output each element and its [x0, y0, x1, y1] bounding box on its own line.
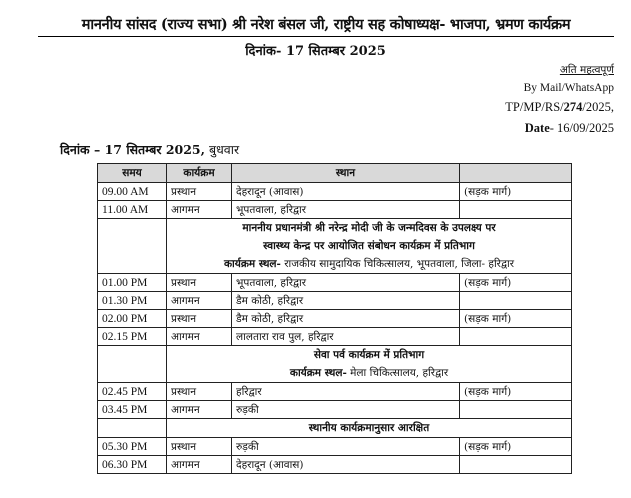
schedule-day — [60, 141, 239, 158]
header-mode — [460, 164, 572, 183]
schedule-date: दिनांक – 17 सितम्बर 2025, — [60, 142, 205, 157]
program-cell: प्रस्थान — [167, 438, 232, 456]
event-line: स्थानीय कार्यक्रमानुसार आरक्षित — [308, 422, 430, 434]
issue-date-value: - 16/09/2025 — [549, 121, 614, 135]
place-cell: रुड़की — [232, 438, 460, 456]
mode-cell: (सड़क मार्ग) — [460, 274, 572, 292]
program-cell: प्रस्थान — [167, 383, 232, 401]
delivery-mode: By Mail/WhatsApp — [523, 82, 614, 94]
time-cell: 02.15 PM — [98, 328, 167, 346]
place-cell: रुड़की — [232, 401, 460, 419]
event-line: स्वास्थ्य केन्द्र पर आयोजित संबोधन कार्यक्रम में प्रतिभाग — [263, 240, 475, 252]
venue-name: राजकीय सामुदायिक चिकित्सालय, भूपतवाला, जिला- हरिद्वार — [280, 258, 515, 270]
time-cell: 01.30 PM — [98, 292, 167, 310]
document-date: दिनांक- 17 सितम्बर 2025 — [245, 44, 386, 59]
header-time: समय — [98, 164, 167, 183]
time-cell: 03.45 PM — [98, 401, 167, 419]
mode-cell — [460, 401, 572, 419]
table-row — [98, 201, 572, 219]
ref-suffix: /2025, — [582, 100, 614, 114]
table-header-row — [98, 164, 572, 183]
mode-cell — [460, 456, 572, 474]
place-cell: डैम कोठी, हरिद्वार — [232, 310, 460, 328]
reference-number — [505, 100, 614, 115]
program-cell: प्रस्थान — [167, 310, 232, 328]
program-cell: आगमन — [167, 456, 232, 474]
place-cell: भूपतवाला, हरिद्वार — [232, 274, 460, 292]
event-cell — [167, 346, 572, 383]
event-venue — [171, 255, 567, 273]
table-row — [98, 183, 572, 201]
place-cell: देहरादून (आवास) — [232, 183, 460, 201]
place-cell: भूपतवाला, हरिद्वार — [232, 201, 460, 219]
time-cell: 06.30 PM — [98, 456, 167, 474]
ref-num: 274 — [563, 100, 583, 114]
time-cell: 01.00 PM — [98, 274, 167, 292]
event-row — [98, 346, 572, 383]
issue-date — [525, 121, 614, 136]
time-cell: 02.00 PM — [98, 310, 167, 328]
place-cell: लालतारा राव पुल, हरिद्वार — [232, 328, 460, 346]
program-cell: प्रस्थान — [167, 274, 232, 292]
venue-name: मेला चिकित्सालय, हरिद्वार — [346, 367, 449, 379]
program-cell: आगमन — [167, 201, 232, 219]
mode-cell: (सड़क मार्ग) — [460, 183, 572, 201]
empty-cell — [98, 219, 167, 274]
table-row — [98, 383, 572, 401]
program-cell: आगमन — [167, 292, 232, 310]
mode-cell — [460, 328, 572, 346]
mode-cell: (सड़क मार्ग) — [460, 310, 572, 328]
place-cell: देहरादून (आवास) — [232, 456, 460, 474]
time-cell: 05.30 PM — [98, 438, 167, 456]
schedule-table — [97, 163, 572, 474]
header-place: स्थान — [232, 164, 460, 183]
empty-cell — [98, 346, 167, 383]
document-title: माननीय सांसद (राज्य सभा) श्री नरेश बंसल जी, राष्ट्रीय सह कोषाध्यक्ष- भाजपा, भ्रमण कार्यक्रम — [38, 14, 614, 37]
place-cell: हरिद्वार — [232, 383, 460, 401]
priority-label: अति महत्वपूर्ण — [559, 64, 614, 76]
event-line: माननीय प्रधानमंत्री श्री नरेन्द्र मोदी जी के जन्मदिवस के उपलक्ष्य पर — [242, 222, 496, 234]
mode-cell: (सड़क मार्ग) — [460, 438, 572, 456]
place-cell: डैम कोठी, हरिद्वार — [232, 292, 460, 310]
venue-label: कार्यक्रम स्थल- — [223, 258, 281, 270]
table-row — [98, 274, 572, 292]
table-row — [98, 438, 572, 456]
time-cell: 09.00 AM — [98, 183, 167, 201]
ref-prefix: TP/MP/RS/ — [505, 100, 564, 114]
table-row — [98, 456, 572, 474]
time-cell: 02.45 PM — [98, 383, 167, 401]
table-row — [98, 401, 572, 419]
event-cell — [167, 419, 572, 438]
header-program: कार्यक्रम — [167, 164, 232, 183]
venue-label: कार्यक्रम स्थल- — [289, 367, 347, 379]
event-venue — [171, 364, 567, 382]
event-row — [98, 419, 572, 438]
table-row — [98, 292, 572, 310]
mode-cell — [460, 292, 572, 310]
event-line: सेवा पर्व कार्यक्रम में प्रतिभाग — [313, 349, 425, 361]
time-cell: 11.00 AM — [98, 201, 167, 219]
event-cell — [167, 219, 572, 274]
mode-cell: (सड़क मार्ग) — [460, 383, 572, 401]
program-cell: आगमन — [167, 401, 232, 419]
mode-cell — [460, 201, 572, 219]
empty-cell — [98, 419, 167, 438]
program-cell: प्रस्थान — [167, 183, 232, 201]
issue-date-label: Date — [524, 121, 550, 135]
table-row — [98, 328, 572, 346]
program-cell: आगमन — [167, 328, 232, 346]
table-row — [98, 310, 572, 328]
event-row — [98, 219, 572, 274]
schedule-weekday: बुधवार — [204, 142, 240, 157]
